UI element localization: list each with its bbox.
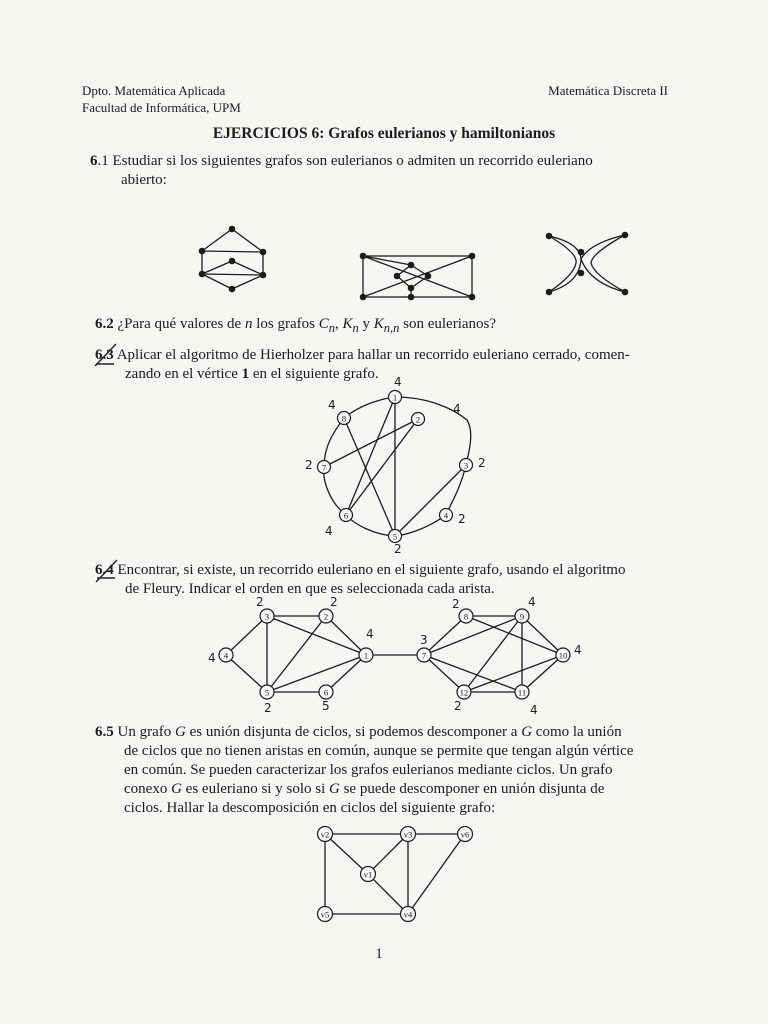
vertex-label: 6 — [323, 687, 329, 698]
text: es euleriano si y solo si — [181, 781, 329, 797]
text: se puede descomponer en unión disjunta de — [339, 781, 605, 797]
vertex-label: v3 — [403, 829, 413, 840]
text: conexo — [124, 781, 172, 797]
handwritten-degree: 4 — [325, 524, 333, 538]
graph-6-1-c — [540, 225, 640, 300]
graph-6-1-a — [190, 220, 290, 300]
subscript: n — [352, 321, 359, 335]
handwritten-degree: 2 — [452, 597, 460, 611]
exercise-text-line1: Estudiar si los siguientes grafos son eulerianos o admiten un recorrido euleriano — [112, 153, 593, 169]
handwritten-degree: 2 — [305, 458, 313, 472]
vertex-label: 2 — [415, 414, 421, 425]
vertex-label: 7 — [421, 650, 427, 661]
graph-6-3 — [300, 375, 500, 560]
strike-mark-6-4 — [93, 556, 123, 586]
department-header — [82, 82, 241, 116]
exercise-text-line5: ciclos. Hallar la descomposición en ciclos del siguiente grafo: — [124, 800, 496, 816]
handwritten-degree: 2 — [454, 699, 462, 713]
faculty-name: Facultad de Informática, UPM — [82, 100, 241, 115]
exercise-text-line2: de Fleury. Indicar el orden en que es seleccionada cada arista. — [125, 581, 495, 597]
exercise-6-2: 6.2 ¿Para qué valores de n los grafos $C_n$, $K_n$ y $K_{n,n}$ son eulerianos? — [95, 316, 497, 335]
text: como la unión — [532, 724, 622, 740]
exercise-text-line2: abierto: — [121, 172, 167, 188]
exercise-6-4 — [95, 561, 675, 599]
page-number: 1 — [375, 946, 383, 962]
vertex-label: 7 — [321, 462, 327, 473]
handwritten-degree: 2 — [264, 701, 272, 715]
handwritten-degree: 4 — [453, 402, 461, 416]
vertex-label: 3 — [463, 460, 469, 471]
vertex-label: v5 — [320, 909, 330, 920]
graph-symbol: G — [174, 724, 186, 740]
page-title: EJERCICIOS 6: Grafos eulerianos y hamiltonianos — [212, 125, 556, 142]
vertex-label: 3 — [264, 611, 270, 622]
course-name: Matemática Discreta II — [548, 83, 668, 98]
subscript: n — [328, 321, 335, 335]
vertex-label: 1 — [363, 650, 369, 661]
variable-n: n — [244, 316, 253, 332]
vertex-label: 5 — [264, 687, 270, 698]
vertex-label: v1 — [363, 869, 373, 880]
text: zando en el vértice — [125, 366, 242, 382]
vertex-label: v4 — [403, 909, 413, 920]
text: ¿Para qué valores de — [117, 316, 245, 332]
handwritten-degree: 2 — [256, 595, 264, 609]
cycle-graph-symbol: C — [318, 316, 329, 332]
vertex-label: 12 — [459, 687, 469, 698]
vertex-label: 4 — [223, 650, 229, 661]
vertex-label: 8 — [463, 611, 469, 622]
graph-6-5 — [305, 820, 485, 930]
text: y — [358, 316, 374, 332]
handwritten-degree: 4 — [366, 627, 374, 641]
vertex-label: 1 — [392, 392, 398, 403]
vertex-label: 2 — [323, 611, 329, 622]
handwritten-degree: 4 — [530, 703, 538, 717]
handwritten-degree: 4 — [528, 595, 536, 609]
exercise-number: 6.3 — [95, 347, 114, 363]
graph-symbol: G — [329, 781, 340, 797]
vertex-label: 8 — [341, 413, 347, 424]
exercise-text-line3: en común. Se pueden caracterizar los grafos eulerianos mediante ciclos. Un grafo — [124, 762, 613, 778]
exercise-number: 6.4 — [95, 562, 114, 578]
vertex-label: 5 — [392, 531, 398, 542]
subscript: n,n — [383, 321, 400, 335]
handwritten-degree: 2 — [330, 595, 338, 609]
vertex-label: 6 — [343, 510, 349, 521]
graph-6-4 — [200, 595, 600, 720]
vertex-label: 10 — [558, 650, 568, 661]
strike-mark-6-3 — [92, 340, 122, 370]
exercise-number: 6.5 — [95, 724, 114, 740]
handwritten-degree: 2 — [394, 542, 402, 556]
complete-graph-symbol: K — [342, 316, 353, 332]
graph-6-5-nodes — [318, 827, 473, 922]
exercise-6-1 — [90, 152, 670, 190]
exercise-number: 6 — [90, 153, 98, 169]
exercise-6-5 — [95, 723, 670, 818]
text: Un grafo — [117, 724, 175, 740]
exercise-text-line1: Encontrar, si existe, un recorrido euleriano en el siguiente grafo, usando el algoritmo — [117, 562, 626, 578]
exercise-number-suffix: .1 — [97, 153, 109, 169]
vertex-1: 1 — [241, 366, 250, 382]
graph-symbol: G — [171, 781, 182, 797]
handwritten-degree: 4 — [328, 398, 336, 412]
department-name: Dpto. Matemática Aplicada — [82, 83, 226, 98]
handwritten-degree: 4 — [574, 643, 582, 657]
text: los grafos — [252, 316, 319, 332]
graph-6-1-b — [355, 248, 480, 308]
graph-symbol: G — [521, 724, 533, 740]
vertex-label: 11 — [517, 687, 527, 698]
text: en el siguiente grafo. — [249, 366, 379, 382]
handwritten-degree: 5 — [322, 699, 330, 713]
exercise-number: 6.2 — [95, 316, 114, 332]
vertex-label: v2 — [320, 829, 330, 840]
handwritten-degree: 4 — [208, 651, 216, 665]
handwritten-degree: 3 — [420, 633, 428, 647]
exercise-text-line1: Aplicar el algoritmo de Hierholzer para hallar un recorrido euleriano cerrado, comen- — [116, 347, 630, 363]
text: son eulerianos? — [399, 316, 497, 332]
handwritten-degree: 2 — [458, 512, 466, 526]
handwritten-degree: 4 — [394, 375, 402, 389]
handwritten-degree: 2 — [478, 456, 486, 470]
vertex-label: 4 — [443, 510, 449, 521]
vertex-label: 9 — [519, 611, 525, 622]
exercise-text-line2: de ciclos que no tienen aristas en común, aunque se permite que tengan algún vértice — [124, 743, 634, 759]
bipartite-graph-symbol: K — [373, 316, 384, 332]
exercise-text-line4 — [95, 780, 670, 799]
vertex-label: v6 — [460, 829, 470, 840]
text: es unión disjunta de ciclos, si podemos descomponer a — [185, 724, 522, 740]
